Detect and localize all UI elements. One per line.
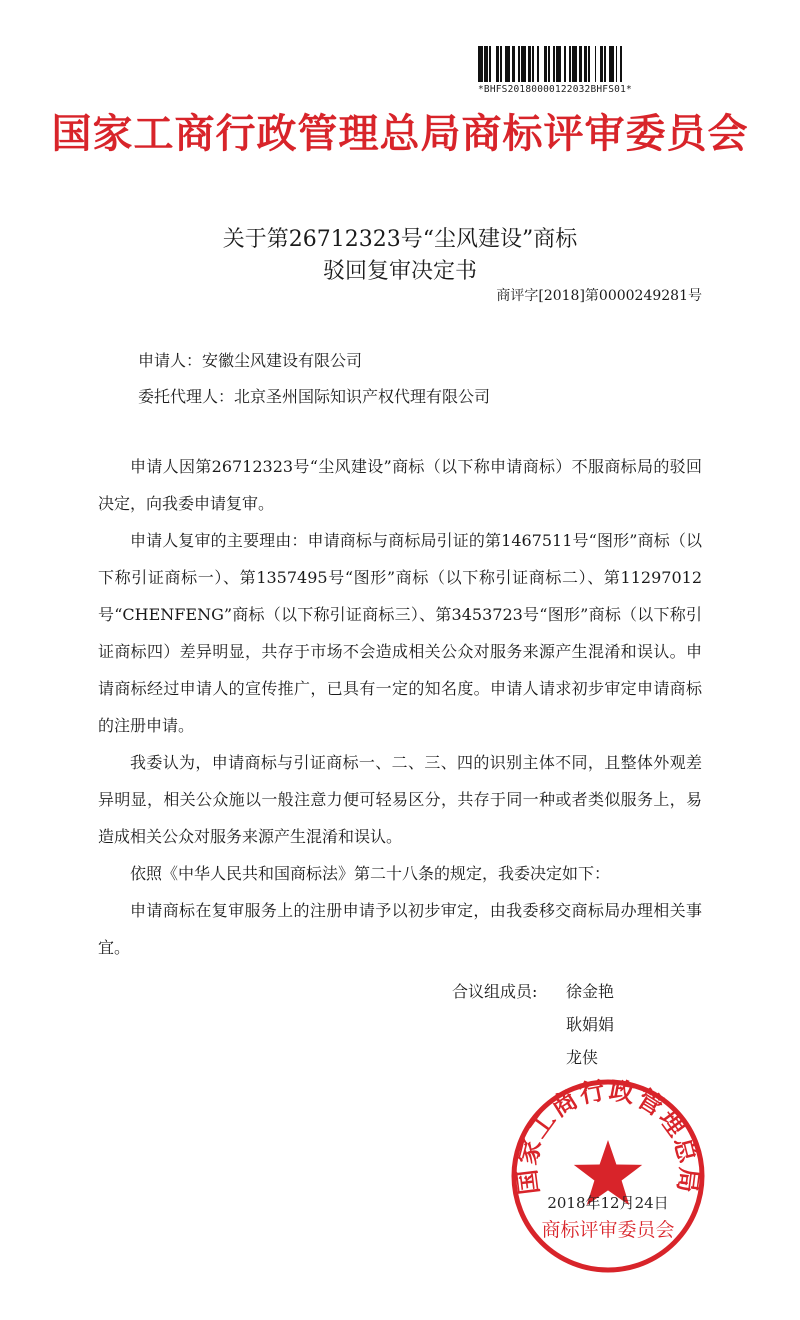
barcode-bar [595, 46, 597, 82]
barcode-bar [484, 46, 487, 82]
barcode [478, 46, 678, 95]
decision-body [98, 448, 702, 966]
barcode-bar [496, 46, 499, 82]
barcode-text: *BHFS20180000122032BHFS01* [478, 84, 632, 95]
barcode-bar [572, 46, 577, 82]
barcode-bar [579, 46, 582, 82]
body-paragraph: 我委认为，申请商标与引证商标一、二、三、四的识别主体不同，且整体外观差异明显，相关公众施以一般注意力便可轻易区分，共存于同一种或者类似服务上，易造成相关公众对服务来源产生混淆和误认。 [98, 753, 702, 846]
body-paragraph: 依照《中华人民共和国商标法》第二十八条的规定，我委决定如下： [130, 864, 611, 883]
barcode-bar [620, 46, 622, 82]
barcode-bar [604, 46, 606, 82]
panel-member: 龙侠 [566, 1048, 599, 1067]
barcode-bar [556, 46, 561, 82]
seal-bottom-text: 商标评审委员会 [541, 1219, 675, 1241]
official-seal [508, 1076, 708, 1276]
barcode-bar [609, 46, 614, 82]
barcode-bar [528, 46, 531, 82]
document-number: 商评字[2018]第0000249281号 [496, 288, 702, 304]
barcode-bar [616, 46, 618, 82]
panel-member: 徐金艳 [566, 982, 615, 1001]
barcode-bar [521, 46, 526, 82]
barcode-bar [532, 46, 534, 82]
barcode-bar [553, 46, 555, 82]
barcode-bars [478, 46, 678, 82]
body-paragraph: 申请人因第26712323号“尘风建设”商标（以下称申请商标）不服商标局的驳回决定，向我委申请复审。 [98, 457, 702, 513]
decision-date: 2018年12月24日 [547, 1194, 669, 1212]
body-paragraph: 申请商标在复审服务上的注册申请予以初步审定，由我委移交商标局办理相关事宜。 [98, 901, 702, 957]
barcode-bar [548, 46, 550, 82]
agent-line: 委托代理人：北京圣州国际知识产权代理有限公司 [138, 387, 491, 406]
barcode-bar [478, 46, 483, 82]
barcode-bar [600, 46, 603, 82]
document-title-line-2: 驳回复审决定书 [322, 259, 477, 284]
panel-label: 合议组成员: [452, 982, 538, 1001]
barcode-bar [588, 46, 590, 82]
applicant-line: 申请人：安徽尘风建设有限公司 [138, 351, 363, 370]
document-title-line-1: 关于第26712323号“尘风建设”商标 [222, 227, 578, 252]
barcode-bar [518, 46, 520, 82]
barcode-bar [489, 46, 491, 82]
body-paragraph: 申请人复审的主要理由：申请商标与商标局引证的第1467511号“图形”商标（以下称引证商标一）、第1357495号“图形”商标（以下称引证商标二）、第11297012号“CHENFENG”商标（以下称引证商标三）、第3453723号“图形”商标（以下称引证商标四）差异明显，共存于市场不会造成相关公众对服务来源产生混淆和误认。申请商标经过申请人的宣传推广，已具有一定的知名度。申请人请求初步审定申请商标的注册申请。 [98, 531, 702, 735]
barcode-bar [569, 46, 571, 82]
seal-ring-text: 国家工商行政管理总局 [512, 1076, 704, 1197]
panel-member: 耿娟娟 [566, 1015, 615, 1034]
barcode-bar [512, 46, 515, 82]
seal-graphic [508, 1076, 708, 1276]
barcode-bar [584, 46, 587, 82]
barcode-bar [505, 46, 510, 82]
barcode-bar [544, 46, 547, 82]
barcode-bar [564, 46, 566, 82]
issuing-organization-title: 国家工商行政管理总局商标评审委员会 [51, 110, 749, 157]
barcode-bar [537, 46, 539, 82]
barcode-bar [500, 46, 502, 82]
